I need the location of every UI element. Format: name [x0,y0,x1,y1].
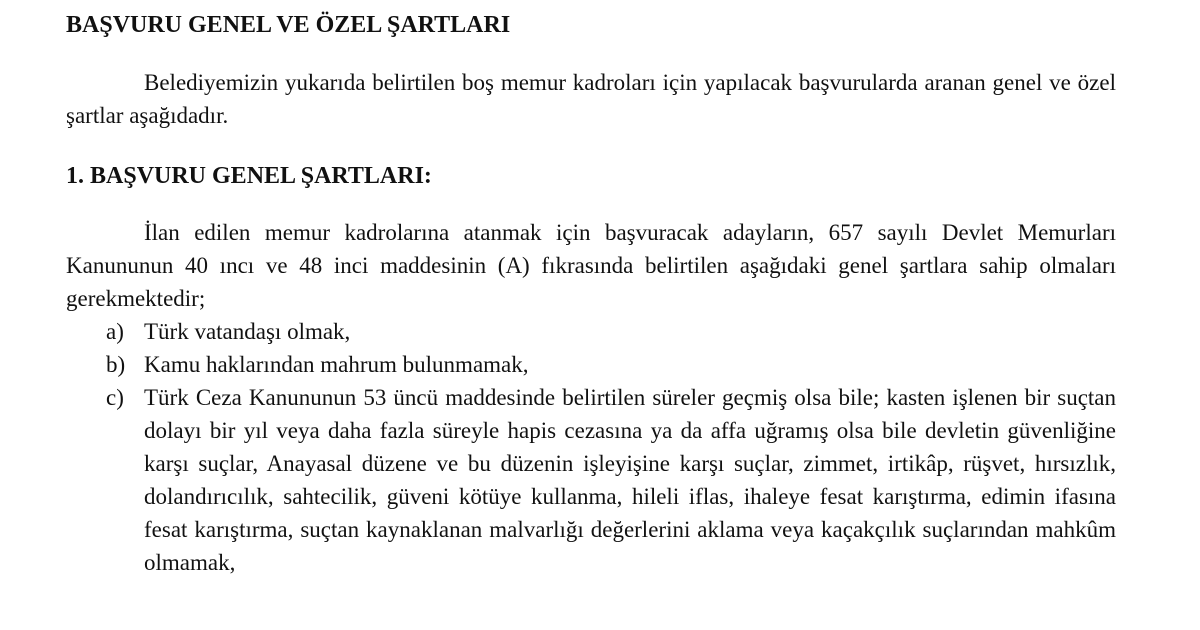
general-requirements-paragraph: İlan edilen memur kadrolarına atanmak için başvuracak adayların, 657 sayılı Devlet Memurları Kanununun 40 ıncı ve 48 inci maddesinin (A) fıkrasında belirtilen aşağıdaki genel şartlara sahip olmaları gerekmektedir; [66,220,1116,311]
list-item-text: Türk vatandaşı olmak, [144,319,351,344]
list-item [66,348,1116,381]
document-title: BAŞVURU GENEL VE ÖZEL ŞARTLARI [66,12,511,38]
list-item [66,315,1116,348]
list-item-text: Kamu haklarından mahrum bulunmamak, [144,352,529,377]
list-item-marker: c) [106,385,124,410]
list-item [66,381,1116,579]
list-item-marker: b) [106,352,126,377]
list-item-text: Türk Ceza Kanununun 53 üncü maddesinde belirtilen süreler geçmiş olsa bile; kasten işlenen bir suçtan dolayı bir yıl veya daha fazla süreyle hapis cezasına ya da affa uğramış olsa bile devletin güvenliğine karşı suçlar, Anayasal düzene ve bu düzenin işleyişine karşı suçlar, zimmet, irtikâp, rüşvet, hırsızlık, dolandırıcılık, sahtecilik, güveni kötüye kullanma, hileli iflas, ihaleye fesat karıştırma, edimin ifasına fesat karıştırma, suçtan kaynaklanan malvarlığı değerlerini aklama veya kaçakçılık suçlarından mahkûm olmamak, [144,385,1116,575]
requirements-list [66,315,1116,579]
document-page [66,6,1116,579]
intro-paragraph: Belediyemizin yukarıda belirtilen boş memur kadroları için yapılacak başvurularda aranan genel ve özel şartlar aşağıdadır. [66,70,1116,128]
list-item-marker: a) [106,319,124,344]
section-heading-general-requirements: 1. BAŞVURU GENEL ŞARTLARI: [66,163,432,189]
